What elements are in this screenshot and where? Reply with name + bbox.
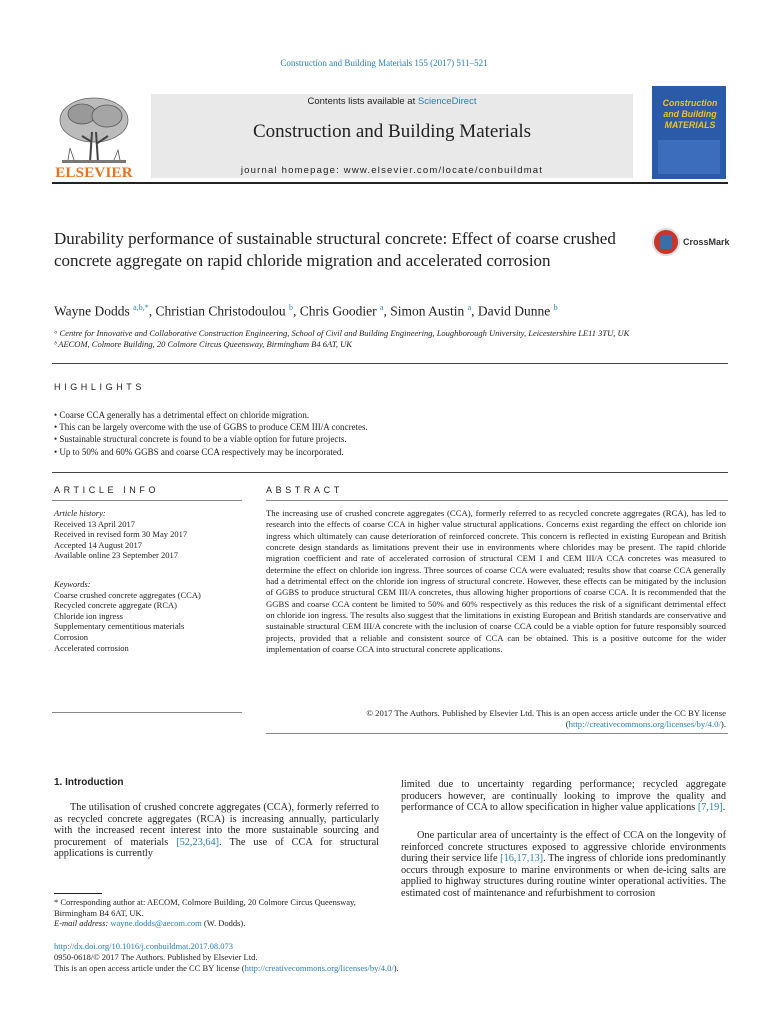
- article-info-heading: ARTICLE INFO: [54, 485, 160, 495]
- author-affiliation-mark[interactable]: b: [288, 303, 293, 312]
- license-link[interactable]: http://creativecommons.org/licenses/by/4.0/: [568, 719, 721, 730]
- reference-link[interactable]: [16,17,13]: [500, 853, 544, 865]
- email-footnote: [54, 918, 379, 929]
- email-suffix: (W. Dodds).: [201, 918, 246, 928]
- intro-text: .: [722, 802, 726, 814]
- keyword-item[interactable]: Corrosion: [54, 631, 88, 642]
- elsevier-logo: ELSEVIER: [55, 165, 133, 181]
- intro-paragraph-right-2: [401, 830, 726, 899]
- article-info-rule: [52, 500, 242, 501]
- intro-text: One particular area of uncertainty is the effect of CCA on the longevity of reinforced concrete structures exposed to aggressive chloride environments during their service life: [401, 830, 726, 865]
- highlight-item: • This can be largely overcome with the use of GGBS to produce CEM III/A concretes.: [54, 421, 714, 433]
- corresponding-footnote: * Corresponding author at: AECOM, Colmore Building, 20 Colmore Circus Queensway, Birmingham B4 6AT, UK.: [54, 897, 356, 918]
- author-name[interactable]: Simon Austin: [390, 303, 465, 319]
- journal-citation[interactable]: Construction and Building Materials 155 (2017) 511–521: [280, 58, 488, 68]
- intro-paragraph-left: [54, 802, 379, 860]
- keyword-item[interactable]: Accelerated corrosion: [54, 642, 129, 653]
- email-label: E-mail address:: [54, 918, 111, 928]
- email-link[interactable]: wayne.dodds@aecom.com: [110, 918, 202, 928]
- crossmark-button[interactable]: [652, 228, 732, 260]
- author-name[interactable]: Christian Christodoulou: [155, 303, 286, 319]
- author-list: Wayne Dodds $^{a,b,*}$, Christian Christodoulou $^b$, Chris Goodier $^a$, Simon Austin $^a$, David Dunne $^b$: [54, 303, 558, 319]
- copyright-end: ).: [720, 719, 726, 730]
- author-name[interactable]: David Dunne: [477, 303, 551, 319]
- abstract-bottom-rule: [266, 733, 728, 734]
- contents-line: [151, 96, 633, 107]
- cover-graphic: [658, 140, 720, 174]
- journal-homepage[interactable]: journal homepage: www.elsevier.com/locate/conbuildmat: [240, 165, 544, 176]
- license-line: [54, 963, 654, 974]
- abstract-rule: [266, 500, 728, 501]
- copyright-text: © 2017 The Authors. Published by Elsevier Ltd. This is an open access article under the CC BY license (: [366, 708, 726, 730]
- journal-cover[interactable]: [652, 86, 726, 179]
- article-info-bottom-rule: [52, 712, 242, 713]
- intro-text: limited due to uncertainty regarding performance; recycled aggregate producers however, are continually looking to improve the quality and performance of CCA to allow specification in higher value applications: [401, 779, 726, 814]
- crossmark-label: CrossMark: [683, 237, 730, 247]
- keyword-item[interactable]: Recycled concrete aggregate (RCA): [54, 600, 177, 611]
- intro-text: . The use of CCA for structural applications is currently: [54, 836, 379, 860]
- highlight-item: • Sustainable structural concrete is found to be a viable option for future projects.: [54, 433, 714, 445]
- abstract-copyright: [266, 708, 726, 731]
- keywords-label: Keywords:: [54, 579, 91, 589]
- sciencedirect-link[interactable]: ScienceDirect: [417, 96, 477, 107]
- highlight-item: • Coarse CCA generally has a detrimental effect on chloride migration.: [54, 409, 714, 421]
- author-name[interactable]: Wayne Dodds: [54, 303, 130, 319]
- author-affiliation-mark[interactable]: b: [553, 303, 558, 312]
- doi-line: [54, 941, 654, 952]
- header-rule: [52, 182, 728, 184]
- keywords-block: [54, 579, 244, 653]
- contents-prefix: Contents lists available at: [307, 96, 418, 107]
- crossmark-icon: [652, 228, 680, 256]
- license-link[interactable]: http://creativecommons.org/licenses/by/4.0/: [244, 963, 394, 973]
- intro-text: . The ingress of chloride ions predominantly occurs through exposure to marine environments or when de-icing salts are applied to highway structures during routine winter operational activities. The estimated cost of maintenance and refurbishment to corrosion: [401, 853, 726, 899]
- issn-line: 0950-0618/© 2017 The Authors. Published by Elsevier Ltd.: [54, 952, 258, 962]
- affiliation-b: ᵇ AECOM, Colmore Building, 20 Colmore Circus Queensway, Birmingham B4 6AT, UK: [54, 339, 352, 349]
- keyword-item[interactable]: Supplementary cementitious materials: [54, 621, 185, 632]
- history-item: Received 13 April 2017: [54, 518, 135, 529]
- highlights-heading: HIGHLIGHTS: [54, 382, 146, 392]
- footnote-rule: [54, 893, 102, 894]
- article-history-label: Article history:: [54, 508, 106, 518]
- highlight-item: • Up to 50% and 60% GGBS and coarse CCA respectively may be incorporated.: [54, 446, 714, 458]
- article-history: [54, 508, 244, 561]
- intro-text: The utilisation of crushed concrete aggregates (CCA), formerly referred to as recycled concrete aggregates (RCA) is increasing annually, particularly with the increased recent interest into the more sustainable sourcing and procurement of materials: [54, 802, 379, 848]
- reference-link[interactable]: [52,23,64]: [176, 836, 220, 848]
- intro-paragraph-right-1: [401, 779, 726, 814]
- history-item: Received in revised form 30 May 2017: [54, 529, 188, 540]
- author-affiliation-mark[interactable]: a: [467, 303, 472, 312]
- author-name[interactable]: Chris Goodier: [299, 303, 377, 319]
- affiliation-a: ᵃ Centre for Innovative and Collaborative Construction Engineering, School of Civil and Building Engineering, Loughborough University, Leicestershire LE11 3TU, UK: [54, 328, 630, 338]
- highlights-rule: [52, 472, 728, 473]
- license-suffix: ).: [393, 963, 399, 973]
- affiliation-rule: [52, 363, 728, 364]
- highlights-list: [54, 409, 714, 458]
- author-affiliation-mark[interactable]: a,b,*: [133, 303, 149, 312]
- journal-title: Construction and Building Materials: [252, 121, 532, 142]
- doi-link[interactable]: http://dx.doi.org/10.1016/j.conbuildmat.2017.08.073: [54, 941, 234, 951]
- author-affiliation-mark[interactable]: a: [379, 303, 384, 312]
- abstract-heading: ABSTRACT: [266, 485, 343, 495]
- keyword-item[interactable]: Coarse crushed concrete aggregates (CCA): [54, 589, 201, 600]
- reference-link[interactable]: [7,19]: [697, 802, 723, 814]
- cover-title: Construction and Building MATERIALS: [662, 98, 718, 130]
- license-prefix: This is an open access article under the CC BY license (: [54, 963, 245, 973]
- history-item: Available online 23 September 2017: [54, 550, 179, 561]
- history-item: Accepted 14 August 2017: [54, 539, 143, 550]
- introduction-heading: 1. Introduction: [54, 777, 124, 788]
- keyword-item[interactable]: Chloride ion ingress: [54, 610, 123, 621]
- article-title: Durability performance of sustainable structural concrete: Effect of coarse crushed concrete aggregate on rapid chloride migration and accelerated corrosion: [54, 229, 616, 270]
- abstract-text: The increasing use of crushed concrete aggregates (CCA), formerly referred to as recycled concrete aggregates (RCA), has led to research into the effects of coarse CCA in higher value structural applications. Concerns exist regarding the effect on chloride ion ingress which ultimately can cause deterioration of reinforced concrete. This concern is reflected in existing European and British concrete design standards as limitations prevent their use in environments where chlorides may be present. The rapid chloride migration coefficient and rate of accelerated corrosion of structural CEM I and CEM III/A CCA concretes was measured to determine the effect on chloride ion ingress. Three sources of coarse CCA were evaluated; results show that coarse CCA generally had a detrimental effect on the chloride ion ingress of structural concrete. However, these effects can be mitigated by the inclusion of GGBS to produce structural CEM III/A concretes, thus allowing higher proportions of coarse CCA. It is recommended that the GGBS and coarse CCA content be limited to 50% and 60% respectively as this reduces the risk of a significant detrimental effect on chloride ion ingress. The results also suggest that the limitations in existing European and British standards are conservative and sustainable structural CEM III/A concrete with the inclusion of coarse CCA could be a viable option for future responsibly sourced projects, provided that a reliable and consistent source of CCA can be obtained. This is a positive outcome for the wider implementation of coarse CCA into structural concrete applications.: [266, 508, 726, 655]
